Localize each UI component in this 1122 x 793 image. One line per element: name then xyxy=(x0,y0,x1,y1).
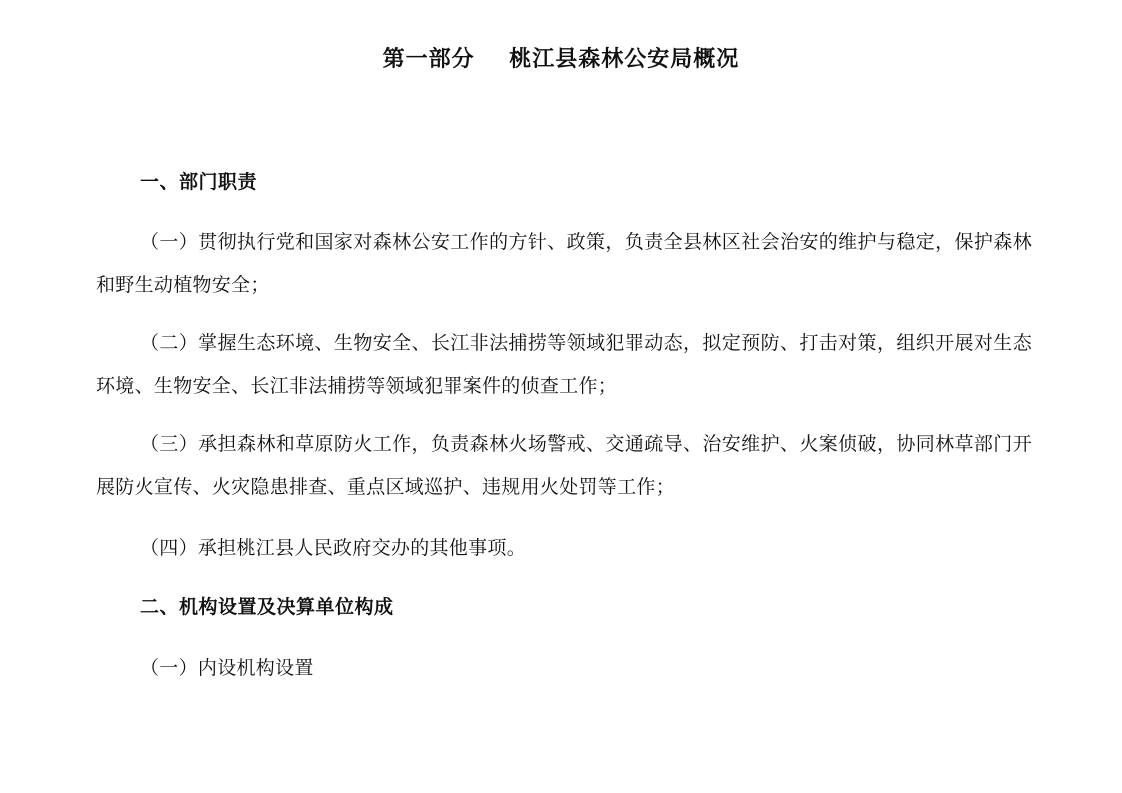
section-heading-duties: 一、部门职责 xyxy=(140,171,258,193)
paragraph-duty-2: （二）掌握生态环境、生物安全、长江非法捕捞等领域犯罪动态，拟定预防、打击对策，组织开展对生态环境、生物安全、长江非法捕捞等领域犯罪案件的侦查工作； xyxy=(96,332,1032,397)
paragraph-structure-1: （一）内设机构设置 xyxy=(140,657,314,679)
paragraph-duty-1: （一）贯彻执行党和国家对森林公安工作的方针、政策，负责全县林区社会治安的维护与稳定，保护森林和野生动植物安全； xyxy=(96,231,1032,296)
section-heading-structure: 二、机构设置及决算单位构成 xyxy=(140,596,394,618)
page-title: 第一部分 桃江县森林公安局概况 xyxy=(382,46,740,72)
paragraph-duty-4: （四）承担桃江县人民政府交办的其他事项。 xyxy=(140,537,527,559)
paragraph-duty-3: （三）承担森林和草原防火工作，负责森林火场警戒、交通疏导、治安维护、火案侦破，协同林草部门开展防火宣传、火灾隐患排查、重点区域巡护、违规用火处罚等工作； xyxy=(96,433,1032,498)
